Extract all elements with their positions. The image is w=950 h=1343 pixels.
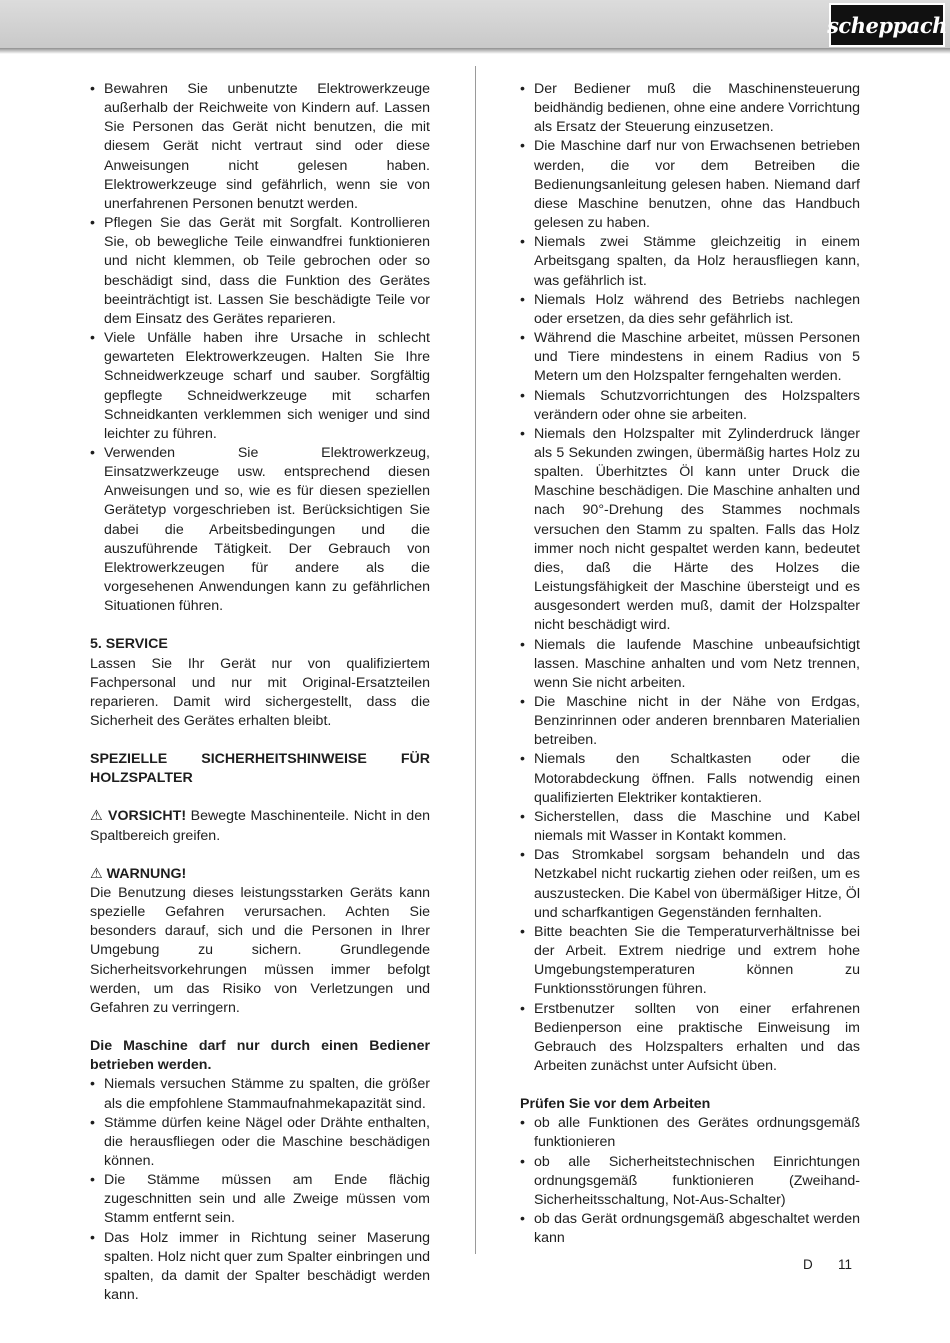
right-column xyxy=(520,80,860,1248)
list-item: • Niemals Holz während des Betriebs nachlegen oder ersetzen, da dies sehr gefährlich ist. xyxy=(520,291,860,329)
page-number: 11 xyxy=(838,1257,853,1272)
warning-triangle-icon: ⚠ xyxy=(90,865,107,882)
operator-heading: Die Maschine darf nur durch einen Bediener betrieben werden. xyxy=(90,1038,430,1074)
list-item: • ob alle Sicherheitstechnischen Einrichtungen ordnungsgemäß funktionieren (Zweihand- Sicherheitsschaltung, Not-Aus-Schalter) xyxy=(520,1153,860,1210)
list-item: • Die Maschine darf nur von Erwachsenen betrieben werden, die vor dem Betreiben die Bedienungsanleitung gelesen haben. Niemand darf diese Maschine benutzen, ohne das Handbuch gelesen zu haben. xyxy=(520,137,860,233)
caution-text: Bewegte Maschinenteile. Nicht in den Spaltbereich greifen. xyxy=(90,808,430,844)
list-item: • Niemals Schutzvorrichtungen des Holzspalters verändern oder ohne sie arbeiten. xyxy=(520,387,860,425)
list-item: • Während die Maschine arbeitet, müssen Personen und Tiere mindestens in einem Radius von 5 Metern um den Holzspalter ferngehalten werden. xyxy=(520,329,860,386)
list-item: • Bitte beachten Sie die Temperaturverhältnisse bei der Arbeit. Extrem niedrige und extrem hohe Umgebungstemperaturen können zu Funktionsstörungen führen. xyxy=(520,923,860,1000)
list-item: • Stämme dürfen keine Nägel oder Drähte enthalten, die herausfliegen oder die Maschine beschädigen können. xyxy=(90,1114,430,1171)
check-heading: Prüfen Sie vor dem Arbeiten xyxy=(520,1096,711,1113)
list-item: • Pflegen Sie das Gerät mit Sorgfalt. Kontrollieren Sie, ob bewegliche Teile einwandfrei funktionieren und nicht klemmen, ob Teile gebrochen oder so beschädigt sind, dass die Funktion des Gerätes beeinträchtigt ist. Lassen Sie beschädigte Teile vor dem Einsatz des Gerätes reparieren. xyxy=(90,214,430,329)
brand-logo: scheppach xyxy=(829,3,945,47)
special-safety-heading: SPEZIELLE SICHERHEITSHINWEISE FÜR HOLZSPALTER xyxy=(90,751,430,787)
warning-label: WARNUNG! xyxy=(106,865,187,882)
warning-heading-line xyxy=(90,865,430,884)
list-item: • Viele Unfälle haben ihre Ursache in schlecht gewarteten Elektrowerkzeugen. Halten Sie Ihre Schneidwerkzeuge scharf und sauber. Sorgfältig gepflegte Schneidwerkzeuge mit scharfen Schneidkanten verklemmen sich weniger und sind leichter zu führen. xyxy=(90,329,430,444)
list-item: • Niemals die laufende Maschine unbeaufsichtigt lassen. Maschine anhalten und vom Netz trennen, wenn Sie nicht arbeiten. xyxy=(520,636,860,693)
list-item: • Niemals zwei Stämme gleichzeitig in einem Arbeitsgang spalten, da Holz herausfliegen kann, was gefährlich ist. xyxy=(520,233,860,290)
column-divider xyxy=(475,66,476,1254)
left-column xyxy=(90,80,430,1305)
check-bullets xyxy=(520,1114,860,1248)
header-band xyxy=(0,0,950,48)
caution-paragraph xyxy=(90,807,430,845)
list-item: • Niemals den Holzspalter mit Zylinderdruck länger als 5 Sekunden zwingen, übermäßig hartes Holz zu spalten. Überhitztes Öl kann unter Druck die Maschine beschädigen. Die Maschine anhalten und nach 90°-Drehung des Stammes nochmals versuchen den Stamm zu spalten. Falls das Holz immer noch nicht gespaltet werden kann, bedeutet dies, daß die Härte des Holzes die Leistungsfähigkeit der Maschine übersteigt und es ausgesondert werden muß, damit der Holzspalter nicht beschädigt wird. xyxy=(520,425,860,636)
list-item: • Erstbenutzer sollten von einer erfahrenen Bedienperson eine praktische Einweisung im Gebrauch des Holzspalters erhalten und das Arbeiten zunächst unter Aufsicht üben. xyxy=(520,1000,860,1077)
list-item: • Die Stämme müssen am Ende flächig zugeschnitten sein und alle Zweige müssen vom Stamm entfernt sein. xyxy=(90,1171,430,1228)
left-bullets-top xyxy=(90,80,430,616)
list-item: • Bewahren Sie unbenutzte Elektrowerkzeuge außerhalb der Reichweite von Kindern auf. Lassen Sie Personen das Gerät nicht benutzen, die mit diesem Gerät nicht vertraut sind oder diese Anweisungen nicht gelesen haben. Elektrowerkzeuge sind gefährlich, wenn sie von unerfahrenen Personen benutzt werden. xyxy=(90,80,430,214)
left-bullets-bottom xyxy=(90,1075,430,1305)
warning-text: Die Benutzung dieses leistungsstarken Geräts kann spezielle Gefahren verursachen. Achten Sie besonders darauf, sich und die Personen in Ihrer Umgebung zu sichern. Grundlegende Sicherheitsvorkehrungen müssen immer befolgt werden, um das Risiko von Verletzungen und Gefahren zu verringern. xyxy=(90,884,430,1016)
list-item: • Das Stromkabel sorgsam behandeln und das Netzkabel nicht ruckartig ziehen oder reißen, um es auszustecken. Die Kabel von übermäßiger Hitze, Öl und scharfkantigen Gegenständen fernhalten. xyxy=(520,846,860,923)
caution-label: VORSICHT! xyxy=(108,808,187,825)
list-item: • Sicherstellen, dass die Maschine und Kabel niemals mit Wasser in Kontakt kommen. xyxy=(520,808,860,846)
list-item: • ob alle Funktionen des Gerätes ordnungsgemäß funktionieren xyxy=(520,1114,860,1152)
footer-language: D xyxy=(803,1257,813,1272)
list-item: • Niemals versuchen Stämme zu spalten, die größer als die empfohlene Stammaufnahmekapazität sind. xyxy=(90,1075,430,1113)
list-item: • Niemals den Schaltkasten oder die Motorabdeckung öffnen. Falls notwendig einen qualifizierten Elektriker kontaktieren. xyxy=(520,750,860,807)
list-item: • Das Holz immer in Richtung seiner Maserung spalten. Holz nicht quer zum Spalter einbringen und spalten, da damit der Spalter beschädigt werden kann. xyxy=(90,1229,430,1306)
warning-triangle-icon: ⚠ xyxy=(90,808,109,825)
right-bullets xyxy=(520,80,860,1076)
service-heading: 5. SERVICE xyxy=(90,636,168,653)
list-item: • Die Maschine nicht in der Nähe von Erdgas, Benzinrinnen oder anderen brennbaren Materialien betreiben. xyxy=(520,693,860,750)
service-text: Lassen Sie Ihr Gerät nur von qualifiziertem Fachpersonal und nur mit Original-Ersatzteilen reparieren. Damit wird sichergestellt, dass die Sicherheit des Gerätes erhalten bleibt. xyxy=(90,655,430,729)
header-shadow xyxy=(0,48,950,54)
list-item: • ob das Gerät ordnungsgemäß abgeschaltet werden kann xyxy=(520,1210,860,1248)
list-item: • Verwenden Sie Elektrowerkzeug, Einsatzwerkzeuge usw. entsprechend diesen Anweisungen und so, wie es für diesen speziellen Gerätetyp vorgeschrieben ist. Berücksichtigen Sie dabei die Arbeitsbedingungen und die auszuführende Tätigkeit. Der Gebrauch von Elektrowerkzeugen für andere als die vorgesehenen Anwendungen kann zu gefährlichen Situationen führen. xyxy=(90,444,430,616)
list-item: • Der Bediener muß die Maschinensteuerung beidhändig bedienen, ohne eine andere Vorrichtung als Ersatz der Steuerung einzusetzen. xyxy=(520,80,860,137)
